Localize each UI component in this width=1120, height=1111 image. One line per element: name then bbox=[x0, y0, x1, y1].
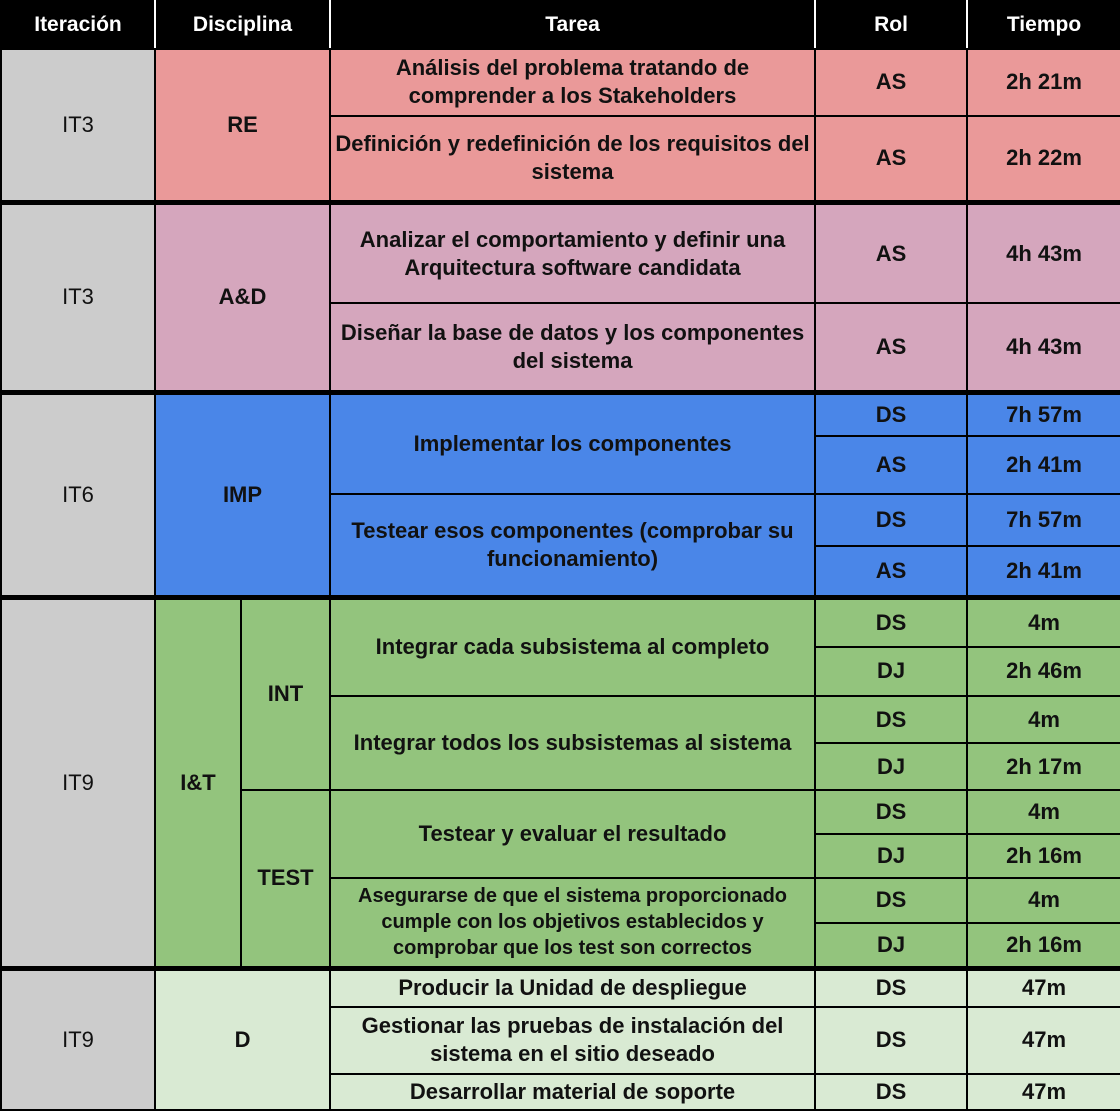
rol-cell: DS bbox=[815, 494, 967, 545]
header-disciplina: Disciplina bbox=[155, 1, 330, 49]
table-row bbox=[1, 597, 1120, 646]
tiempo-cell: 2h 41m bbox=[967, 436, 1120, 495]
rol-cell: AS bbox=[815, 436, 967, 495]
tiempo-cell: 2h 16m bbox=[967, 834, 1120, 877]
tarea-cell: Gestionar las pruebas de instalación del sistema en el sitio deseado bbox=[330, 1007, 815, 1074]
disciplina-cell: RE bbox=[155, 49, 330, 202]
tiempo-cell: 2h 41m bbox=[967, 546, 1120, 597]
table-row bbox=[1, 49, 1120, 116]
tiempo-cell: 47m bbox=[967, 969, 1120, 1007]
rol-cell: DS bbox=[815, 597, 967, 646]
tiempo-cell: 4h 43m bbox=[967, 303, 1120, 392]
tiempo-cell: 2h 21m bbox=[967, 49, 1120, 116]
iteracion-cell: IT9 bbox=[1, 969, 155, 1110]
tarea-cell: Producir la Unidad de despliegue bbox=[330, 969, 815, 1007]
tarea-cell: Testear esos componentes (comprobar su funcionamiento) bbox=[330, 494, 815, 597]
rol-cell: DJ bbox=[815, 647, 967, 696]
table-row bbox=[1, 392, 1120, 435]
rol-cell: AS bbox=[815, 546, 967, 597]
tiempo-cell: 4h 43m bbox=[967, 202, 1120, 303]
rol-cell: DS bbox=[815, 1074, 967, 1110]
table-row bbox=[1, 969, 1120, 1007]
rol-cell: DJ bbox=[815, 923, 967, 968]
tiempo-cell: 47m bbox=[967, 1007, 1120, 1074]
disciplina-cell: I&T bbox=[155, 597, 241, 968]
tarea-cell: Asegurarse de que el sistema proporcionado cumple con los objetivos establecidos y comprobar que los test son correctos bbox=[330, 878, 815, 969]
tarea-cell: Integrar cada subsistema al completo bbox=[330, 597, 815, 696]
tiempo-cell: 2h 16m bbox=[967, 923, 1120, 968]
rol-cell: DS bbox=[815, 696, 967, 743]
tiempo-cell: 2h 46m bbox=[967, 647, 1120, 696]
tiempo-cell: 7h 57m bbox=[967, 392, 1120, 435]
tiempo-cell: 4m bbox=[967, 878, 1120, 923]
tarea-cell: Integrar todos los subsistemas al sistema bbox=[330, 696, 815, 790]
rol-cell: DS bbox=[815, 1007, 967, 1074]
tiempo-cell: 4m bbox=[967, 790, 1120, 834]
iteracion-cell: IT9 bbox=[1, 597, 155, 968]
iteracion-cell: IT6 bbox=[1, 392, 155, 597]
rol-cell: AS bbox=[815, 49, 967, 116]
tiempo-cell: 2h 22m bbox=[967, 116, 1120, 203]
rol-cell: AS bbox=[815, 303, 967, 392]
rol-cell: DJ bbox=[815, 743, 967, 789]
tiempo-cell: 47m bbox=[967, 1074, 1120, 1110]
subdisciplina-cell: INT bbox=[241, 597, 330, 790]
tarea-cell: Testear y evaluar el resultado bbox=[330, 790, 815, 878]
header-tarea: Tarea bbox=[330, 1, 815, 49]
tarea-cell: Definición y redefinición de los requisitos del sistema bbox=[330, 116, 815, 203]
tiempo-cell: 4m bbox=[967, 597, 1120, 646]
tarea-cell: Analizar el comportamiento y definir una Arquitectura software candidata bbox=[330, 202, 815, 303]
tarea-cell: Diseñar la base de datos y los componentes del sistema bbox=[330, 303, 815, 392]
tiempo-cell: 7h 57m bbox=[967, 494, 1120, 545]
header-rol: Rol bbox=[815, 1, 967, 49]
tiempo-cell: 2h 17m bbox=[967, 743, 1120, 789]
iteracion-cell: IT3 bbox=[1, 202, 155, 392]
header-iteracion: Iteración bbox=[1, 1, 155, 49]
rol-cell: DS bbox=[815, 969, 967, 1007]
subdisciplina-cell: TEST bbox=[241, 790, 330, 969]
tarea-cell: Análisis del problema tratando de comprender a los Stakeholders bbox=[330, 49, 815, 116]
rol-cell: AS bbox=[815, 202, 967, 303]
disciplina-cell: D bbox=[155, 969, 330, 1110]
rol-cell: DS bbox=[815, 392, 967, 435]
table-row bbox=[1, 202, 1120, 303]
rol-cell: AS bbox=[815, 116, 967, 203]
header-tiempo: Tiempo bbox=[967, 1, 1120, 49]
rol-cell: DJ bbox=[815, 834, 967, 877]
header-row bbox=[1, 1, 1120, 49]
rol-cell: DS bbox=[815, 878, 967, 923]
tarea-cell: Implementar los componentes bbox=[330, 392, 815, 494]
rol-cell: DS bbox=[815, 790, 967, 834]
iteracion-cell: IT3 bbox=[1, 49, 155, 202]
disciplina-cell: IMP bbox=[155, 392, 330, 597]
tiempo-cell: 4m bbox=[967, 696, 1120, 743]
tarea-cell: Desarrollar material de soporte bbox=[330, 1074, 815, 1110]
disciplina-cell: A&D bbox=[155, 202, 330, 392]
